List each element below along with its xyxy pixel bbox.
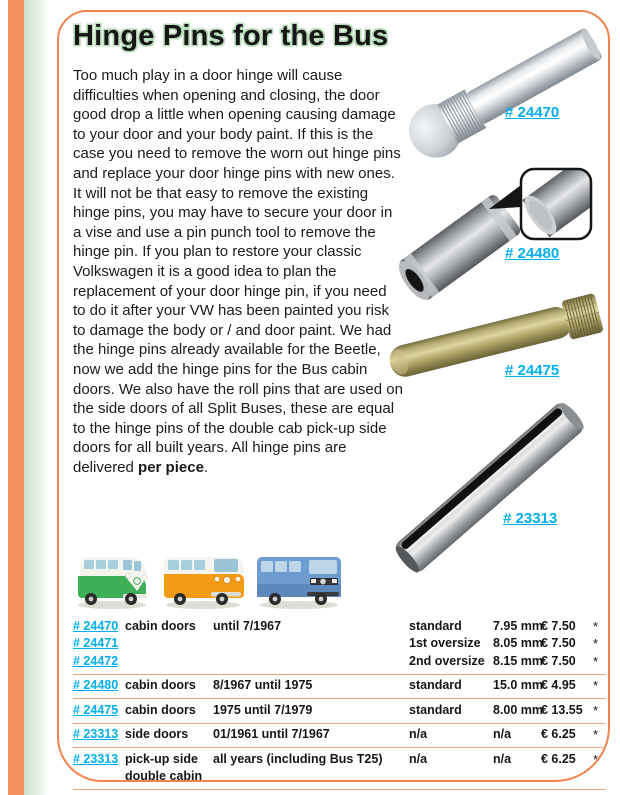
years-cell: until 7/1967 xyxy=(213,618,282,633)
bay-window-bus-image xyxy=(159,546,247,612)
part-number-link[interactable]: # 24470 xyxy=(73,618,119,633)
product-image-24480 xyxy=(383,165,608,305)
bus-model-images xyxy=(71,542,347,612)
footnote-asterisk: * xyxy=(593,702,599,718)
detail-inset xyxy=(519,165,608,240)
t25-bus-image xyxy=(253,546,345,612)
product-image-24475 xyxy=(375,288,610,388)
diameter-cell: 7.95 mm xyxy=(493,618,544,633)
years-cell: 8/1967 until 1975 xyxy=(213,678,313,692)
table-group xyxy=(73,699,606,724)
price-cell: € 7.50 xyxy=(541,653,576,668)
part-number-link[interactable]: # 24471 xyxy=(73,636,119,650)
part-link-24470[interactable]: # 24470 xyxy=(505,104,560,121)
size-cell: n/a xyxy=(409,727,428,741)
application-cell: cabin doors xyxy=(125,618,196,633)
price-cell: € 7.50 xyxy=(541,618,576,633)
years-cell: 01/1961 until 7/1967 xyxy=(213,727,330,741)
table-row xyxy=(73,726,606,744)
diameter-cell: n/a xyxy=(493,751,512,766)
product-image-23313 xyxy=(382,395,597,580)
table-row xyxy=(73,635,606,653)
product-description xyxy=(73,66,403,477)
footnote-asterisk: * xyxy=(593,727,599,742)
size-cell: standard xyxy=(409,618,462,633)
footnote-asterisk: * xyxy=(593,678,599,693)
years-cell: 1975 until 7/1979 xyxy=(213,702,313,717)
application-cell: pick-up side double cabin xyxy=(125,751,203,783)
price-cell: € 4.95 xyxy=(541,678,576,692)
part-link-24475[interactable]: # 24475 xyxy=(505,362,560,379)
footnote-asterisk: * xyxy=(593,636,599,651)
price-cell: € 7.50 xyxy=(541,636,576,650)
split-window-bus-image xyxy=(71,546,153,612)
size-cell: standard xyxy=(409,702,462,717)
diameter-cell: 8.05 mm xyxy=(493,636,544,650)
years-cell: all years (including Bus T25) xyxy=(213,751,383,766)
description-period: . xyxy=(203,458,209,476)
footnote-asterisk: * xyxy=(593,653,599,669)
price-cell: € 6.25 xyxy=(541,727,576,741)
page-title: Hinge Pins for the Bus xyxy=(73,20,389,52)
product-image-24470 xyxy=(388,20,613,170)
size-cell: 2nd oversize xyxy=(409,653,485,668)
table-row xyxy=(73,677,606,695)
price-cell: € 6.25 xyxy=(541,751,576,766)
left-accent-bar xyxy=(8,0,24,795)
table-row xyxy=(73,653,606,671)
diameter-cell: 15.0 mm xyxy=(493,678,544,692)
part-number-link[interactable]: # 23313 xyxy=(73,727,119,741)
table-group xyxy=(73,724,606,749)
table-group xyxy=(73,615,606,675)
part-number-link[interactable]: # 23313 xyxy=(73,751,119,766)
size-cell: 1st oversize xyxy=(409,636,481,650)
table-group xyxy=(73,748,606,790)
table-row xyxy=(73,751,606,786)
table-row xyxy=(73,618,606,636)
size-cell: n/a xyxy=(409,751,428,766)
diameter-cell: 8.00 mm xyxy=(493,702,544,717)
footnote-asterisk: * xyxy=(593,618,599,634)
table-group xyxy=(73,675,606,700)
diameter-cell: n/a xyxy=(493,727,512,741)
footnote-asterisk: * xyxy=(593,751,599,767)
description-text: Too much play in a door hinge will cause difficulties when opening and closing, the door good drop a little when opening causing damage to your door and your body paint. If this is the case you need to remove the worn out hinge pins and replace your door hinge pins with new ones. It will not be that easy to remove the existing hinge pins, you may have to secure your door in a vise and use a pin punch tool to remove the hinge pin. If you plan to restore your classic Volkswagen it is a good idea to plan the replacement of your door hinge pin, if you need to do it after your VW has been painted you risk to damage the body or / and door paint. We had the hinge pins already available for the Beetle, now we add the hinge pins for the Bus cabin doors. We also have the roll pins that are used on the side doors of all Split Buses, these are equal to the hinge pins of the double cab pick-up side doors for all built years. All hinge pins are delivered xyxy=(73,67,403,476)
left-gradient-bar xyxy=(24,0,48,795)
part-number-link[interactable]: # 24472 xyxy=(73,653,119,668)
price-table xyxy=(73,615,606,790)
application-cell: side doors xyxy=(125,727,189,741)
application-cell: cabin doors xyxy=(125,702,196,717)
price-cell: € 13.55 xyxy=(541,702,583,717)
description-bold-text: per piece xyxy=(138,458,204,476)
table-row xyxy=(73,702,606,720)
part-link-24480[interactable]: # 24480 xyxy=(505,245,560,262)
application-cell: cabin doors xyxy=(125,678,196,692)
part-number-link[interactable]: # 24480 xyxy=(73,678,119,692)
size-cell: standard xyxy=(409,678,462,692)
part-link-23313[interactable]: # 23313 xyxy=(503,510,558,527)
diameter-cell: 8.15 mm xyxy=(493,653,544,668)
part-number-link[interactable]: # 24475 xyxy=(73,702,119,717)
